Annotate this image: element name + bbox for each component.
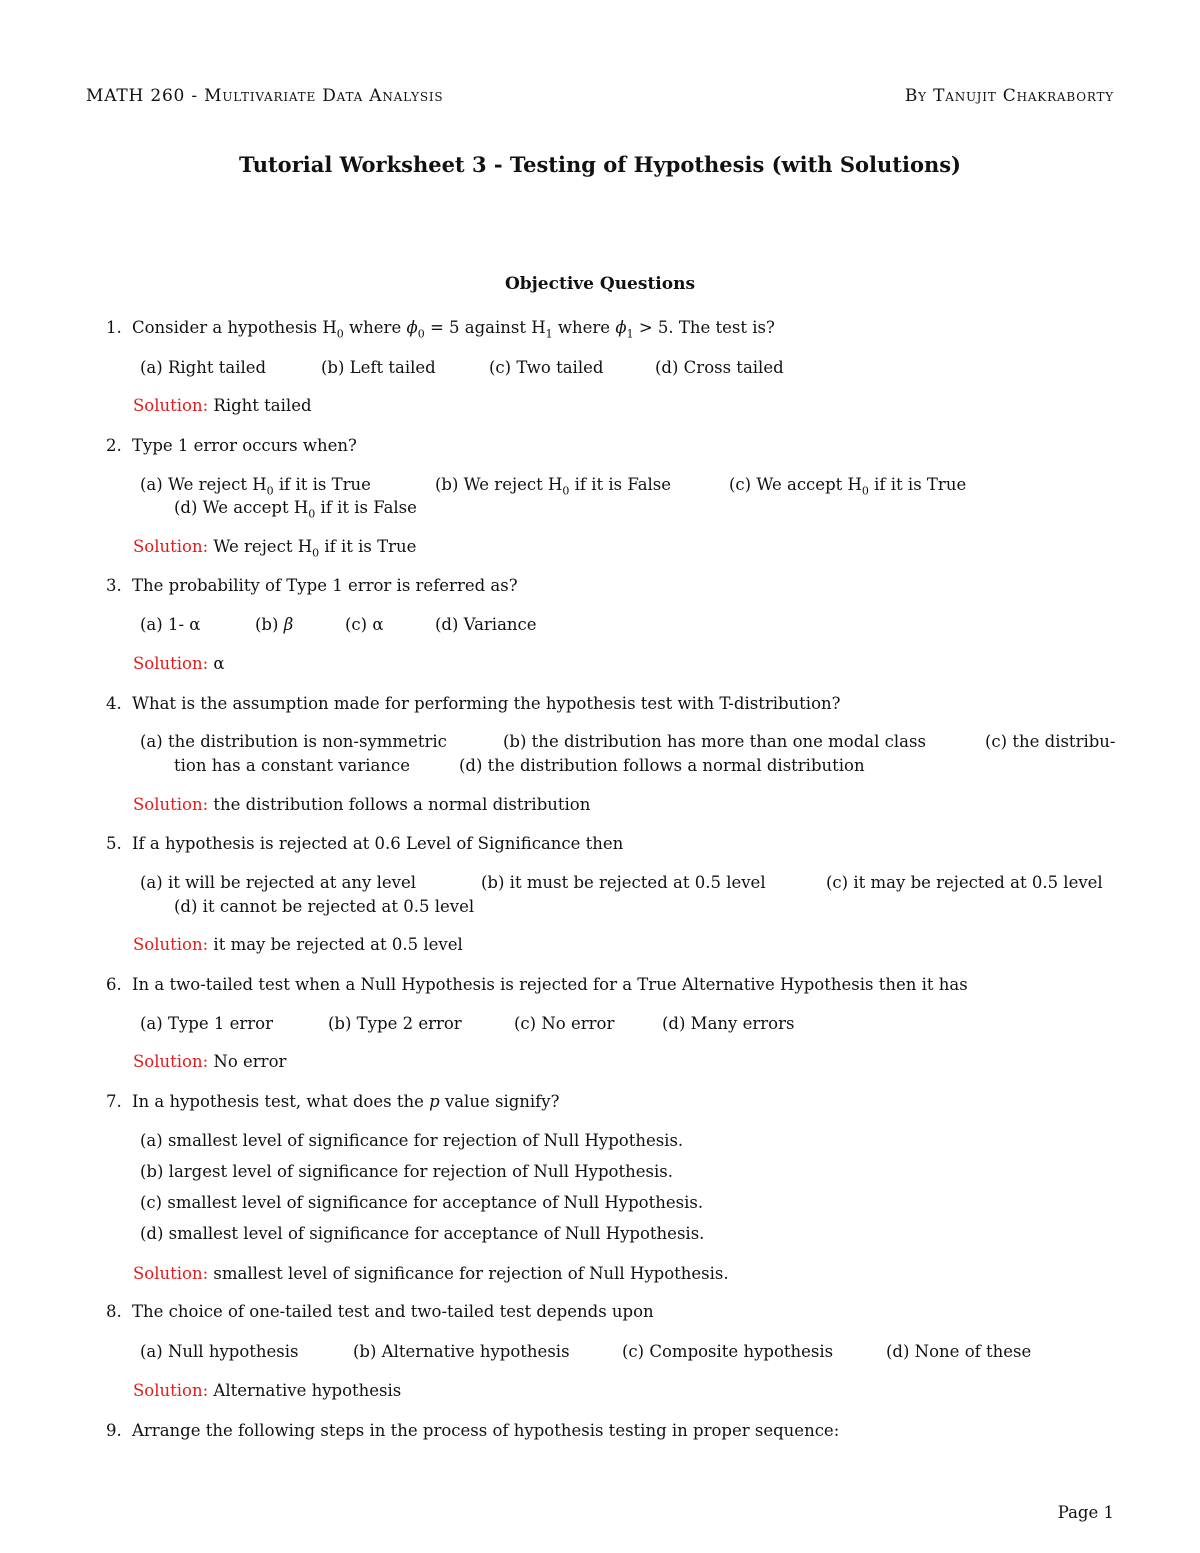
- option-6-4: (d) Many errors: [662, 1014, 795, 1033]
- option-4-2: (b) the distribution has more than one modal class: [503, 732, 926, 751]
- option-5-3: (c) it may be rejected at 0.5 level: [826, 873, 1103, 892]
- header-author: By Tanujit Chakraborty: [904, 86, 1114, 106]
- solution-label: Solution:: [133, 935, 209, 954]
- solution-label: Solution:: [133, 795, 209, 814]
- question-number: 1.: [106, 318, 122, 337]
- page-title: Tutorial Worksheet 3 - Testing of Hypothesis (with Solutions): [239, 152, 961, 177]
- question-text: Type 1 error occurs when?: [132, 436, 357, 455]
- question-number: 9.: [106, 1421, 122, 1440]
- option-8-4: (d) None of these: [886, 1342, 1032, 1361]
- question-text: The choice of one-tailed test and two-tailed test depends upon: [132, 1302, 654, 1321]
- solution-5: [133, 935, 463, 954]
- solution-7: [133, 1264, 729, 1283]
- option-1-4: (d) Cross tailed: [655, 358, 784, 377]
- option-2-3: (c) We accept $H_0$ if it is True: [729, 475, 967, 498]
- question-number: 3.: [106, 576, 122, 595]
- solution-label: Solution:: [133, 1381, 209, 1400]
- option-1-3: (c) Two tailed: [489, 358, 604, 377]
- option-4-1: (a) the distribution is non-symmetric: [140, 732, 447, 751]
- section-title: Objective Questions: [504, 274, 696, 294]
- question-text: What is the assumption made for performing the hypothesis test with T-distribution?: [132, 694, 841, 713]
- question-number: 8.: [106, 1302, 122, 1321]
- question-text: The probability of Type 1 error is referred as?: [132, 576, 518, 595]
- option-7-4: (d) smallest level of significance for acceptance of Null Hypothesis.: [140, 1224, 705, 1243]
- option-2-4: (d) We accept $H_0$ if it is False: [174, 498, 417, 521]
- solution-text: it may be rejected at 0.5 level: [208, 935, 463, 954]
- question-3: [106, 576, 518, 595]
- option-5-2: (b) it must be rejected at 0.5 level: [481, 873, 766, 892]
- option-7-1: (a) smallest level of significance for rejection of Null Hypothesis.: [140, 1131, 684, 1150]
- option-7-2: (b) largest level of significance for rejection of Null Hypothesis.: [140, 1162, 673, 1181]
- solution-text: the distribution follows a normal distribution: [208, 795, 591, 814]
- solution-1: [133, 396, 312, 415]
- question-text: In a hypothesis test, what does the p value signify?: [132, 1092, 560, 1111]
- solution-label: Solution:: [133, 1264, 209, 1283]
- solution-text: We reject $H_0$ if it is True: [208, 537, 417, 560]
- solution-text: α: [208, 654, 225, 673]
- option-2-1: (a) We reject $H_0$ if it is True: [140, 475, 371, 498]
- option-8-2: (b) Alternative hypothesis: [353, 1342, 570, 1361]
- solution-text: Right tailed: [208, 396, 312, 415]
- option-6-1: (a) Type 1 error: [140, 1014, 273, 1033]
- option-3-4: (d) Variance: [435, 615, 537, 634]
- solution-text: smallest level of significance for rejection of Null Hypothesis.: [208, 1264, 729, 1283]
- header-course: MATH 260 - Multivariate Data Analysis: [86, 86, 444, 106]
- option-6-3: (c) No error: [514, 1014, 615, 1033]
- question-9: [106, 1421, 839, 1440]
- solution-3: [133, 654, 225, 673]
- question-5: [106, 834, 623, 853]
- option-5-1: (a) it will be rejected at any level: [140, 873, 417, 892]
- question-2: [106, 436, 357, 455]
- option-2-2: (b) We reject $H_0$ if it is False: [435, 475, 672, 498]
- option-3-2: (b) β: [255, 615, 294, 634]
- question-6: [106, 975, 968, 994]
- solution-6: [133, 1052, 286, 1071]
- question-text: Arrange the following steps in the process of hypothesis testing in proper sequence:: [132, 1421, 840, 1440]
- question-7: [106, 1092, 559, 1111]
- option-4-3: (c) the distribu-: [985, 732, 1116, 751]
- question-number: 7.: [106, 1092, 122, 1111]
- option-8-3: (c) Composite hypothesis: [622, 1342, 834, 1361]
- solution-2: [133, 537, 416, 559]
- question-number: 5.: [106, 834, 122, 853]
- question-number: 4.: [106, 694, 122, 713]
- option-3-1: (a) 1- α: [140, 615, 201, 634]
- option-5-4: (d) it cannot be rejected at 0.5 level: [174, 897, 475, 916]
- solution-text: No error: [208, 1052, 287, 1071]
- solution-4: [133, 795, 590, 814]
- option-1-1: (a) Right tailed: [140, 358, 267, 377]
- question-text: In a two-tailed test when a Null Hypothesis is rejected for a True Alternative Hypothesis then it has: [132, 975, 968, 994]
- solution-text: Alternative hypothesis: [208, 1381, 402, 1400]
- option-8-1: (a) Null hypothesis: [140, 1342, 299, 1361]
- solution-label: Solution:: [133, 396, 209, 415]
- option-3-3: (c) α: [345, 615, 384, 634]
- question-8: [106, 1302, 654, 1321]
- question-number: 2.: [106, 436, 122, 455]
- option-4-5: (d) the distribution follows a normal distribution: [459, 756, 865, 775]
- solution-label: Solution:: [133, 537, 209, 556]
- option-6-2: (b) Type 2 error: [328, 1014, 462, 1033]
- question-1: [106, 318, 775, 340]
- option-4-4: tion has a constant variance: [174, 756, 411, 775]
- page-number: Page 1: [1057, 1503, 1114, 1522]
- question-text: If a hypothesis is rejected at 0.6 Level of Significance then: [132, 834, 624, 853]
- question-number: 6.: [106, 975, 122, 994]
- solution-label: Solution:: [133, 1052, 209, 1071]
- solution-8: [133, 1381, 401, 1400]
- question-text: Consider a hypothesis $H_0$ where $\phi_0 = 5$ against $H_1$ where $\phi_1 > 5$. The test is?: [132, 318, 775, 341]
- solution-label: Solution:: [133, 654, 209, 673]
- question-4: [106, 694, 841, 713]
- option-7-3: (c) smallest level of significance for acceptance of Null Hypothesis.: [140, 1193, 704, 1212]
- option-1-2: (b) Left tailed: [321, 358, 436, 377]
